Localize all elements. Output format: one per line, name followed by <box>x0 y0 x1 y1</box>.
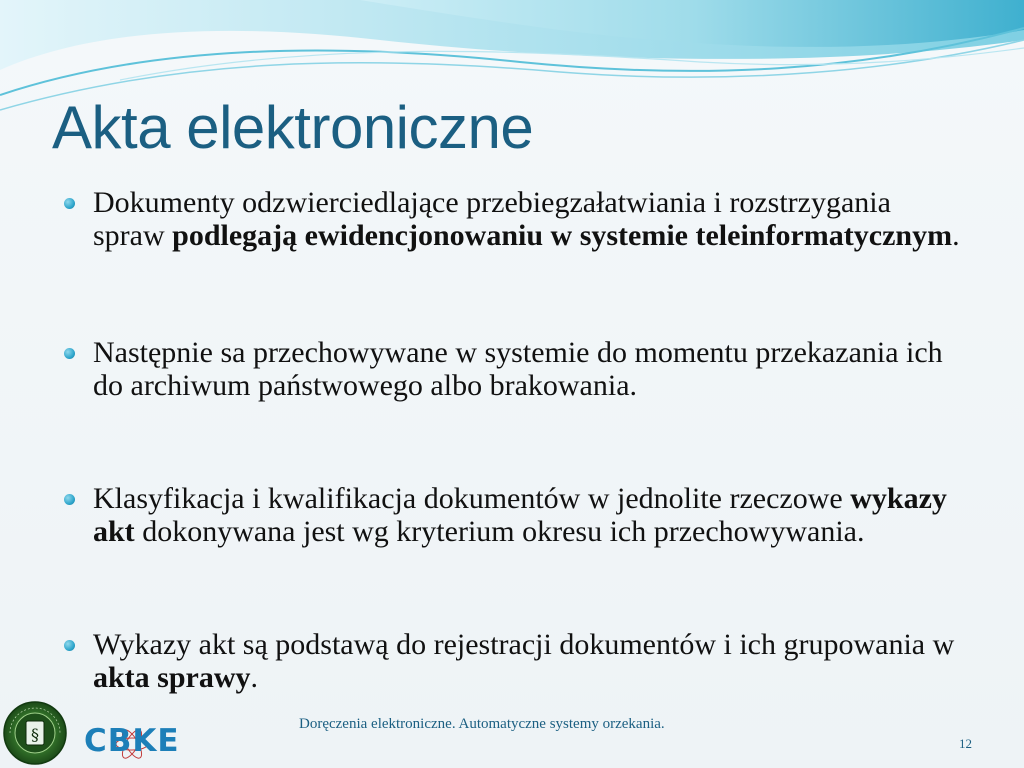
bullet-item <box>62 628 962 694</box>
cbke-brand-text: CBKE <box>84 723 180 759</box>
bullet-item <box>62 186 962 252</box>
bullet-text: . <box>250 661 259 694</box>
page-number: 12 <box>959 736 972 751</box>
bullet-text: Wykazy akt są podstawą do rejestracji dokumentów i ich grupowania w <box>93 628 955 661</box>
bullet-dot-icon <box>64 348 75 359</box>
bullet-dot-icon <box>64 198 75 209</box>
bullet-bold-text: wykazy akt <box>93 482 947 548</box>
bullet-dot-icon <box>64 640 75 651</box>
bullet-text: . <box>952 219 960 252</box>
bullet-text: Następnie sa przechowywane w systemie do momentu przekazania ich do archiwum państwowego albo brakowania. <box>93 336 943 402</box>
blok-prawa-komputerowego-seal-logo <box>2 700 68 766</box>
slide-title: Akta elektroniczne <box>52 94 534 161</box>
bullet-bold-text: podlegają ewidencjonowaniu w systemie teleinformatycznym <box>172 219 953 252</box>
cbke-logo <box>80 718 190 764</box>
seal-paragraph-symbol: § <box>31 725 39 744</box>
bullet-text: dokonywana jest wg kryterium okresu ich przechowywania. <box>134 515 865 548</box>
footer-caption: Doręczenia elektroniczne. Automatyczne systemy orzekania. <box>299 716 665 732</box>
bullet-bold-text: akta sprawy <box>93 661 251 694</box>
bullet-text: Dokumenty odzwierciedlające przebiegzałatwiania i rozstrzygania spraw <box>93 186 891 252</box>
bullet-dot-icon <box>64 494 75 505</box>
bullet-item <box>62 336 962 402</box>
bullet-text: Klasyfikacja i kwalifikacja dokumentów w jednolite rzeczowe <box>93 482 851 515</box>
bullet-item <box>62 482 962 548</box>
